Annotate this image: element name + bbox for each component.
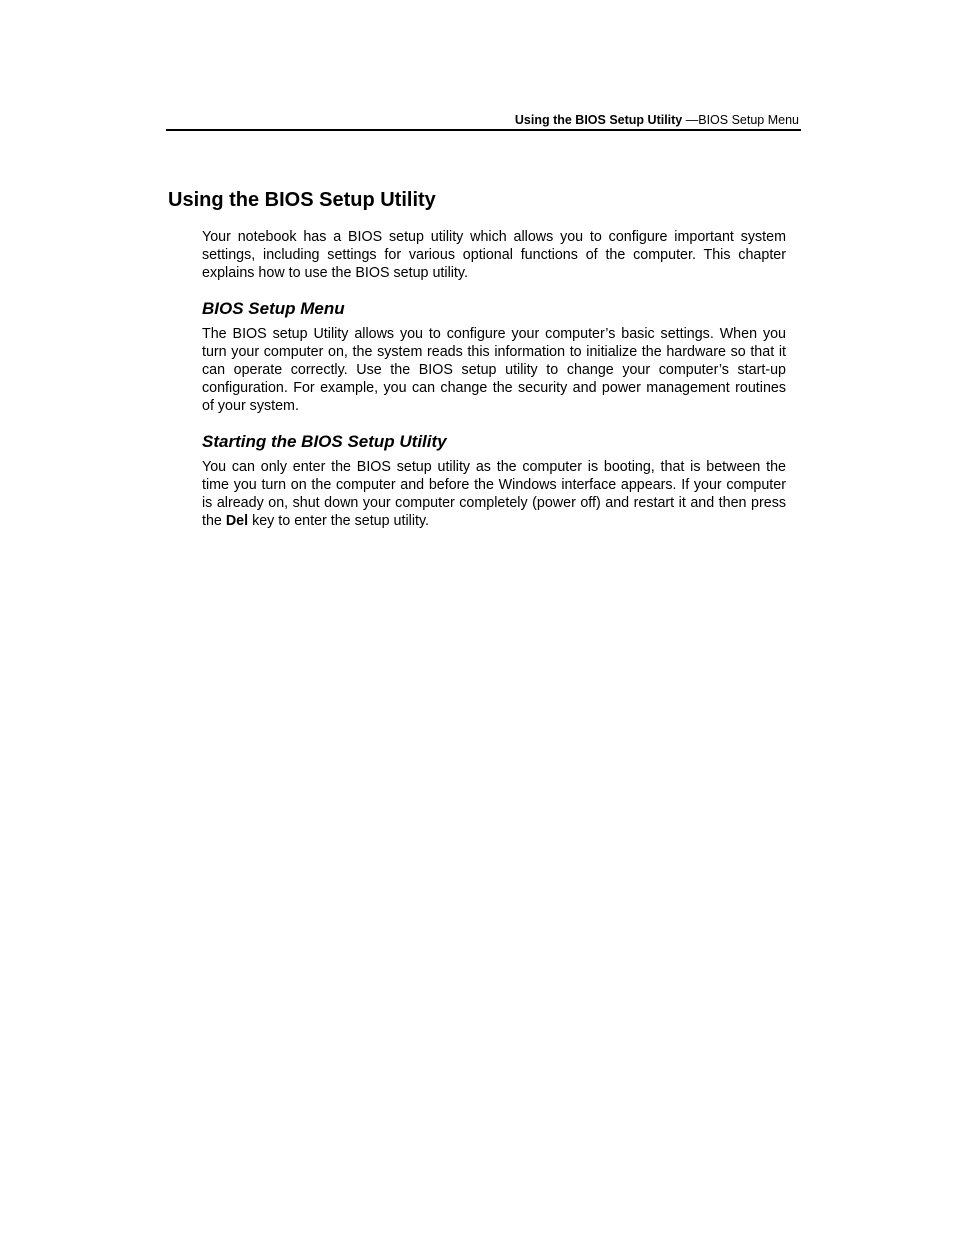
intro-paragraph: Your notebook has a BIOS setup utility which allows you to configure important system settings, including settings for various optional functions of the computer. This chapter explains how to use the BIOS setup utility.	[202, 229, 786, 281]
bios-setup-menu-heading: BIOS Setup Menu	[202, 299, 345, 318]
running-header-section: —BIOS Setup Menu	[682, 113, 799, 127]
bios-setup-menu-paragraph: The BIOS setup Utility allows you to configure your computer’s basic settings. When you turn your computer on, the system reads this information to initialize the hardware so that it can operate correctly. Use the BIOS setup utility to change your computer’s start-up configuration. For example, you can change the security and power management routines of your system.	[202, 326, 786, 414]
starting-bios-heading: Starting the BIOS Setup Utility	[202, 432, 447, 451]
del-key-label: Del	[225, 513, 249, 529]
starting-bios-text-after: key to enter the setup utility.	[248, 513, 430, 529]
starting-bios-text-before: You can only enter the BIOS setup utility as the computer is booting, that is between the time you turn on the computer and before the Windows interface appears. If your computer is already on, shut down your computer completely (power off) and restart it and then press the	[202, 459, 786, 529]
header-rule	[166, 129, 801, 131]
chapter-title: Using the BIOS Setup Utility	[168, 189, 436, 211]
starting-bios-paragraph	[202, 458, 786, 530]
running-header-chapter: Using the BIOS Setup Utility	[514, 113, 683, 127]
page-content	[202, 228, 786, 530]
running-header	[166, 112, 801, 128]
